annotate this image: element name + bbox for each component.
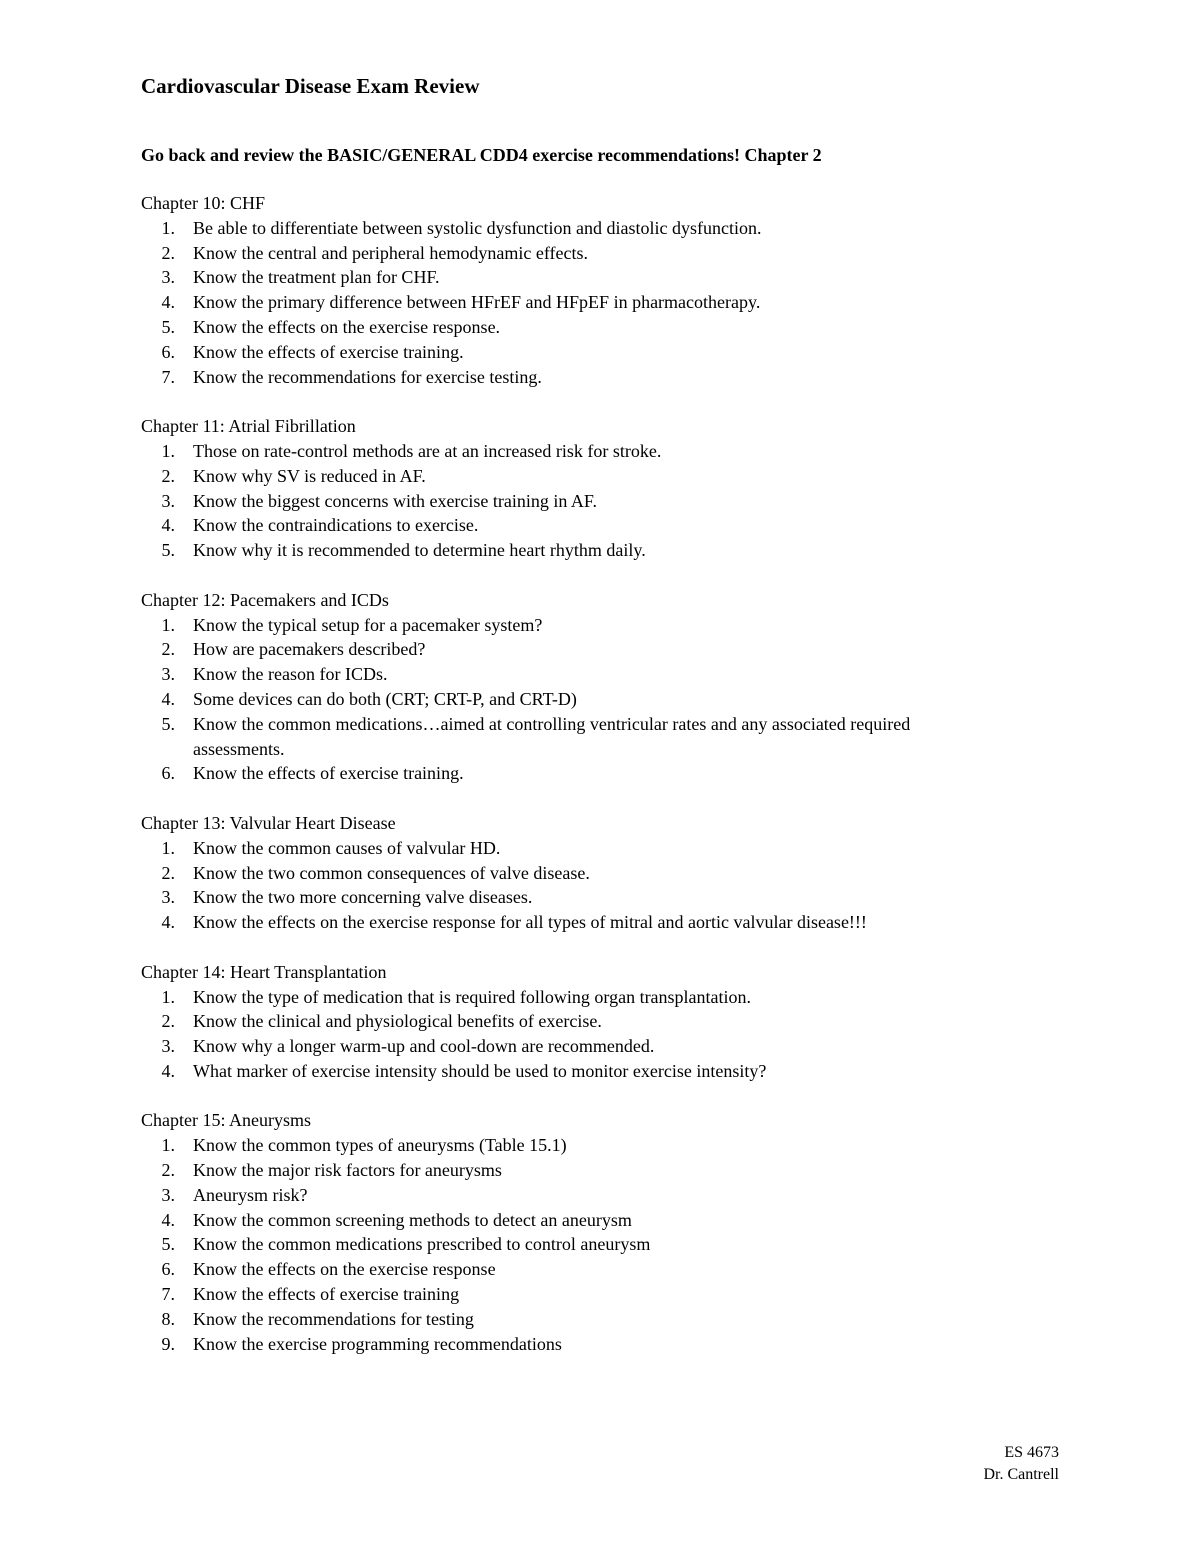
list-item	[141, 439, 1081, 464]
list-item-text: What marker of exercise intensity should be used to monitor exercise intensity?	[193, 1060, 767, 1081]
list-item	[141, 241, 1081, 266]
list-item-text: Know the effects of exercise training.	[193, 341, 464, 362]
chapter-item-list	[141, 439, 1081, 563]
list-item-text: Aneurysm risk?	[193, 1184, 308, 1205]
list-item-text: Those on rate-control methods are at an increased risk for stroke.	[193, 440, 662, 461]
list-item-number: 1.	[161, 217, 175, 238]
list-item	[141, 712, 1081, 762]
list-item-number: 9.	[161, 1333, 175, 1354]
list-item-number: 4.	[161, 515, 175, 536]
list-item	[141, 1009, 1081, 1034]
list-item-text: Know the reason for ICDs.	[193, 664, 388, 685]
list-item-number: 3.	[161, 887, 175, 908]
list-item-text: Know the primary difference between HFrEF and HFpEF in pharmacotherapy.	[193, 292, 761, 313]
list-item-text: Know the effects of exercise training.	[193, 763, 464, 784]
list-item-text: Know the treatment plan for CHF.	[193, 267, 440, 288]
chapter-item-list	[141, 1133, 1081, 1356]
list-item-number: 3.	[161, 1184, 175, 1205]
chapter-heading: Chapter 12: Pacemakers and ICDs	[141, 589, 389, 610]
list-item-number: 8.	[161, 1308, 175, 1329]
list-item-text: Some devices can do both (CRT; CRT-P, and CRT-D)	[193, 688, 577, 709]
list-item-text: Know the exercise programming recommendations	[193, 1333, 562, 1354]
list-item	[141, 1332, 1081, 1357]
list-item	[141, 1208, 1081, 1233]
list-item-number: 5.	[161, 713, 175, 734]
list-item-number: 2.	[161, 242, 175, 263]
list-item	[141, 1307, 1081, 1332]
list-item	[141, 290, 1081, 315]
list-item-text: Know the major risk factors for aneurysms	[193, 1160, 502, 1181]
list-item	[141, 464, 1081, 489]
list-item	[141, 1034, 1081, 1059]
list-item-text: Know the two more concerning valve diseases.	[193, 887, 533, 908]
list-item-number: 3.	[161, 490, 175, 511]
list-item	[141, 1133, 1081, 1158]
list-item	[141, 315, 1081, 340]
document-subtitle: Go back and review the BASIC/GENERAL CDD4 exercise recommendations! Chapter 2	[141, 145, 822, 165]
list-item	[141, 538, 1081, 563]
list-item	[141, 1158, 1081, 1183]
list-item	[141, 216, 1081, 241]
chapter-heading: Chapter 10: CHF	[141, 193, 265, 213]
chapter-item-list	[141, 836, 1081, 935]
list-item	[141, 985, 1081, 1010]
chapter-section	[141, 1108, 1081, 1356]
list-item-text: Know the common types of aneurysms (Table 15.1)	[193, 1135, 567, 1156]
list-item-number: 3.	[161, 1036, 175, 1057]
list-item-number: 2.	[161, 862, 175, 883]
list-item-text: Know the effects on the exercise response	[193, 1259, 496, 1280]
list-item-number: 5.	[161, 316, 175, 337]
list-item-number: 6.	[161, 341, 175, 362]
course-code: ES 4673	[1004, 1444, 1059, 1461]
list-item	[141, 1282, 1081, 1307]
footer	[983, 1442, 1059, 1486]
list-item-text: Know the common medications prescribed to control aneurysm	[193, 1234, 651, 1255]
list-item-text: Know the biggest concerns with exercise training in AF.	[193, 490, 597, 511]
chapter-heading: Chapter 13: Valvular Heart Disease	[141, 812, 396, 833]
list-item-text: Know the effects on the exercise response.	[193, 316, 501, 337]
list-item-number: 3.	[161, 267, 175, 288]
list-item	[141, 489, 1081, 514]
list-item-number: 4.	[161, 688, 175, 709]
list-item-number: 4.	[161, 912, 175, 933]
instructor-name: Dr. Cantrell	[983, 1466, 1059, 1483]
list-item-text: Know the central and peripheral hemodynamic effects.	[193, 242, 589, 263]
list-item	[141, 1232, 1081, 1257]
list-item-text: Know the common medications…aimed at controlling ventricular rates and any associated required assessments.	[193, 713, 911, 759]
list-item-number: 1.	[161, 1135, 175, 1156]
list-item-number: 7.	[161, 366, 175, 387]
list-item	[141, 687, 1081, 712]
list-item	[141, 1059, 1081, 1084]
list-item-text: Know the effects of exercise training	[193, 1284, 460, 1305]
chapter-item-list	[141, 216, 1081, 390]
list-item	[141, 365, 1081, 390]
chapter-heading: Chapter 11: Atrial Fibrillation	[141, 416, 356, 437]
list-item-number: 1.	[161, 614, 175, 635]
chapter-item-list	[141, 613, 1081, 787]
list-item-number: 2.	[161, 465, 175, 486]
chapter-heading: Chapter 14: Heart Transplantation	[141, 961, 387, 982]
list-item-number: 4.	[161, 292, 175, 313]
list-item-number: 5.	[161, 1234, 175, 1255]
list-item-number: 1.	[161, 986, 175, 1007]
list-item-number: 7.	[161, 1284, 175, 1305]
list-item-number: 1.	[161, 837, 175, 858]
list-item	[141, 885, 1081, 910]
chapter-section	[141, 960, 1081, 1084]
list-item-number: 2.	[161, 1011, 175, 1032]
list-item-number: 1.	[161, 440, 175, 461]
list-item-number: 2.	[161, 1160, 175, 1181]
list-item-text: Know the contraindications to exercise.	[193, 515, 479, 536]
list-item-number: 6.	[161, 763, 175, 784]
list-item-text: Know the typical setup for a pacemaker system?	[193, 614, 543, 635]
list-item	[141, 761, 1081, 786]
list-item	[141, 613, 1081, 638]
list-item-number: 6.	[161, 1259, 175, 1280]
list-item-number: 2.	[161, 639, 175, 660]
chapter-section	[141, 811, 1081, 935]
list-item	[141, 836, 1081, 861]
list-item	[141, 861, 1081, 886]
chapter-section	[141, 588, 1081, 786]
document-title: Cardiovascular Disease Exam Review	[141, 74, 480, 98]
list-item-text: Be able to differentiate between systolic dysfunction and diastolic dysfunction.	[193, 217, 762, 238]
list-item-text: Know the two common consequences of valve disease.	[193, 862, 590, 883]
chapter-heading: Chapter 15: Aneurysms	[141, 1110, 311, 1131]
list-item	[141, 1257, 1081, 1282]
chapter-section	[141, 191, 1081, 389]
list-item	[141, 910, 1081, 935]
list-item	[141, 1183, 1081, 1208]
list-item-number: 5.	[161, 540, 175, 561]
list-item-text: Know why it is recommended to determine heart rhythm daily.	[193, 540, 646, 561]
list-item-text: Know why a longer warm-up and cool-down are recommended.	[193, 1036, 655, 1057]
list-item	[141, 340, 1081, 365]
list-item	[141, 662, 1081, 687]
chapter-section	[141, 414, 1081, 563]
list-item-text: Know the common causes of valvular HD.	[193, 837, 501, 858]
list-item-text: Know the effects on the exercise response for all types of mitral and aortic valvular disease!!!	[193, 912, 867, 933]
list-item-text: Know the type of medication that is required following organ transplantation.	[193, 986, 752, 1007]
list-item	[141, 265, 1081, 290]
list-item-text: Know the common screening methods to detect an aneurysm	[193, 1209, 632, 1230]
list-item-number: 3.	[161, 664, 175, 685]
list-item-number: 4.	[161, 1060, 175, 1081]
chapter-list	[141, 191, 1081, 1381]
list-item-text: How are pacemakers described?	[193, 639, 426, 660]
list-item	[141, 637, 1081, 662]
list-item-number: 4.	[161, 1209, 175, 1230]
list-item	[141, 513, 1081, 538]
list-item-text: Know why SV is reduced in AF.	[193, 465, 426, 486]
list-item-text: Know the recommendations for testing	[193, 1308, 474, 1329]
list-item-text: Know the clinical and physiological benefits of exercise.	[193, 1011, 602, 1032]
list-item-text: Know the recommendations for exercise testing.	[193, 366, 542, 387]
chapter-item-list	[141, 985, 1081, 1084]
